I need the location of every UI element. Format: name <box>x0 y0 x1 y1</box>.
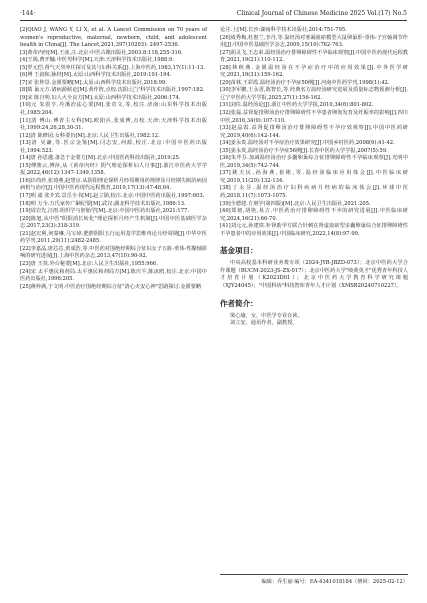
reference-item: [25]蒋梓满,于文明.中医治疗围绝经期综合征"清心火安心神"思路探讨.金匮要略 <box>20 283 202 290</box>
reference-item: [7]宋 张仲景.金匮要略[M].太原:山西科学技术出版社,2018:99. <box>20 79 167 86</box>
reference-item: [38]丁永芬.温经汤治疗妇科疾病月经病的临床体会[J].环球中医药,2018,11(7):1073-1075. <box>220 185 408 200</box>
reference-item: [8]隋 巢元方.诸病源候论[M].黄作阵,点校.沈阳:辽宁科学技术出版社,1997:182. <box>20 87 205 94</box>
reference-item: [13]清 吴谦,等.医宗金鉴[M].闫志安,何源,校注.北京:中国中医药出版社,1994:523. <box>20 140 207 154</box>
right-column <box>220 27 408 328</box>
page-footer <box>220 574 408 586</box>
reference-item: [35]姜永贵,温经汤治疗不孕症56例[J].长春中医药大学学报,2007(5):59. <box>220 147 388 154</box>
reference-item: [36]朱芹芬.加减温经汤治疗多囊卵巢综合征排卵障碍性不孕临床观察[J].光明中医,2019,34(5):742-744. <box>220 155 408 169</box>
reference-item: [39]全德建.方剂学(第四版)[M].北京:人民卫生出版社,2021:205. <box>220 200 371 207</box>
reference-item: [37]姚天民,孙海燕,崔彬,等.温经汤临床应用体会[J].中医临床研究,2019,11(20):132-134. <box>220 170 408 184</box>
reference-item: [18]明 万全.万氏家传广嗣纪要[M].武汉:湖北科学技术出版社,1986:13. <box>20 200 186 207</box>
reference-item: [11]清 傅山.傅青主女科[M].欧阳兵,张成博,点校.天津:天津科学技术出版社,1999:24,26,28,30-31. <box>20 117 207 132</box>
reference-item: [20]陈旭,从中医"阴阳消长转化"理论探析月经产生机制[J].中国中医基础医学杂志,2017,23(3):318-319. <box>20 215 207 230</box>
reference-item: [15]傅骏云,傅萍,从《黄帝内经》阴气理论探析妇人月事[J].浙江中医药大学学报,2022,46(12):1347-1349,1358. <box>20 162 207 177</box>
reference-item: [26]成秀梅,杜惠兰,李丹,等.温经汤对寒凝血瘀模型大鼠卵巢肝-垂体-子宫轴调节作用[J].中国中医基础医学杂志,2009,15(10):762-763. <box>220 34 408 49</box>
reference-item: 论注.上[M].长沙:湖南科学技术出版社,2014:751-795. <box>220 27 347 33</box>
reference-item: [9]宋 陈自明.妇人大全良方[M].太原:山西科学技术出版社,2006:174. <box>20 94 181 101</box>
reference-item: [27]胡灵飞,王志弟.温经汤治疗排卵障碍性不孕临床观察[J].中国中医药现代远程教育,2021,19(21):110-112. <box>220 49 408 64</box>
reference-item: [14]唐 孙思邈.备急千金要方[M].北京:中国医药科技出版社,2019:25. <box>20 155 181 162</box>
reference-item: [21]赵宏利,何秦琳,马宝璋.肥胖阴阳五行运用基学思维再论月经周期[J].中华中医药学刊,2011,29(11):2482-2485. <box>20 230 207 245</box>
reference-item: [24]宋 太平惠民和剂局.太平惠民和剂局方[M].陈庆平,陈冰鸥,校注.北京:中国中医药出版社,1996:205. <box>20 268 207 283</box>
reference-item: [10]元 朱震亨.丹溪治法心要[M].张奇文,等,校注.济南:山东科学技术出版社,1985:204. <box>20 102 207 117</box>
author-line-1: 梁心瑜，女，中医学专业在读。 <box>230 312 303 319</box>
reference-item: [19]周岩先,汪雨.组织学与胚胎学[M].北京:中国中医药出版社,2021:177. <box>20 208 189 215</box>
reference-item: [12]清 陈修园.女科要旨[M].北京:人民卫生出版社,1982:12. <box>20 132 160 139</box>
reference-item: [5]罗元恺.肾气天癸冲任探讨及其与妇科关系[J].上海中医药,1983,17(1):11-13. <box>20 64 205 71</box>
editor-info: 编辑：乔生丽 编号：EA-4341018184（修回：2025-02-12） <box>261 579 408 585</box>
left-column-references <box>20 27 207 291</box>
reference-item: [34]姜永贵.温经汤对不孕症治疗效果研究[J].中国乡村医药,2008(6):41-42. <box>220 140 395 147</box>
author-line-2: 刘立安，通讯作者，副教授。 <box>230 320 298 327</box>
fund-text: 中央高校基本科研业务费专项（2024-JYB-JBZD-073）；北京中医药大学合作课题（BUCM-2023-JS-ZX-017）；北京中医药大学"岐黄英才"优秀青年科技人才培育计划（K2023D01）；北京中医药大学教育科学研究课题（XJY24045）；"中国科协"科技智库青年人才计划（XMSB20240710227）。 <box>220 260 408 289</box>
reference-item: [4]王竭,曹开镛.中医男科学[M].天津:天津科学技术出版社,1988:9. <box>20 57 174 64</box>
author-section-title: 作者简介： <box>220 298 258 308</box>
reference-item: [32]张磊.益肾促排卵汤治疗排卵障碍性不孕患者卵泡发育及妊娠率的影响[J].四川中医,2016,34(9):107-110. <box>220 110 408 124</box>
reference-item: [28]林秋燕.金匮温经汤在不孕症治疗中的应用效果[J].中外医学研究,2021,19(31):159-162. <box>220 64 408 79</box>
reference-item: [17]明 虞 张介宾.景岳全书[M].赵立勋,校注.北京:中国中医药出版社,1997:603. <box>20 193 205 200</box>
reference-item: [22]李嘉晶,唐芯芯,黄成浩,等.中医药对围绝经期综合征妇女子五脏-垂体-性腺轴影响的研究进展[J].上海中医药杂志,2013,47(10):90-92. <box>20 245 207 260</box>
fund-section-title: 基金项目： <box>220 246 258 256</box>
reference-item: [41]刘元元,孙建铁.补肾助孕方联合针刺在肾虚血瘀型多囊卵巢综合征排卵障碍性不孕患者中的应用效果[J].中国临床研究,2022,14(8):97-99. <box>220 223 408 237</box>
reference-item: [31]刘任.温经汤论[J].浙江中医药大学学报,2010,34(6):801-802. <box>220 102 374 109</box>
reference-item: [40]郑韧,胡艳,易吉.中医药治疗排卵障碍性不孕的研究进展[J].中医临床研究,2024,16(21):66-70. <box>220 208 408 222</box>
reference-item: [23]唐 王焘.外台秘要[M].北京:人民卫生出版社,1955:966. <box>20 260 158 267</box>
reference-item: [16]许尚珍,张琦燕,赵慧京.从阴阳理论探析月经周期用药规律及月经期失眠的病因病机与治疗[J].中国中医药现代远程教育,2019,17(13):47-48,64. <box>20 177 207 192</box>
journal-title: Clinical Journal of Chinese Medicine 2025 Vol.(17) No.5 <box>236 10 407 17</box>
page-header <box>20 8 407 21</box>
right-references <box>220 27 408 238</box>
reference-item: [6]傅 王叔和.脉经[M].太原:山西科学技术出版社,2019:191-194. <box>20 72 172 79</box>
page-number: ·144· <box>20 10 36 17</box>
reference-item: [29]苗林,王彩霞.温经汤治疗不孕症50例[J].河南中医药学刊,1998(1):42. <box>220 79 390 86</box>
reference-item: [30]李军鹏,王永香,陈智长,等.经典名方温经汤研究进展及质量标志物预测分析[J].辽宁中医药大学学报,2025,27(1):156-162. <box>220 87 408 101</box>
reference-item: [3]黄帝内经[M].王冰,注.北京:中医古籍出版社,2003:8:118,255-316. <box>20 49 183 56</box>
reference-item: [2]QIAO J, WANG Y, LI X, et al. A Lancet Commission on 70 years of women's reproductive, maternal, newborn, child, and adolescent health in China[J]. The Lancet,2021,397(10293): 2497-2536. <box>20 27 207 49</box>
reference-item: [33]赵晶霞.益肾促排卵汤治疗排卵障碍性不孕疗效观察[J].中国中医药研究,2019,40(6):142-144. <box>220 125 408 139</box>
